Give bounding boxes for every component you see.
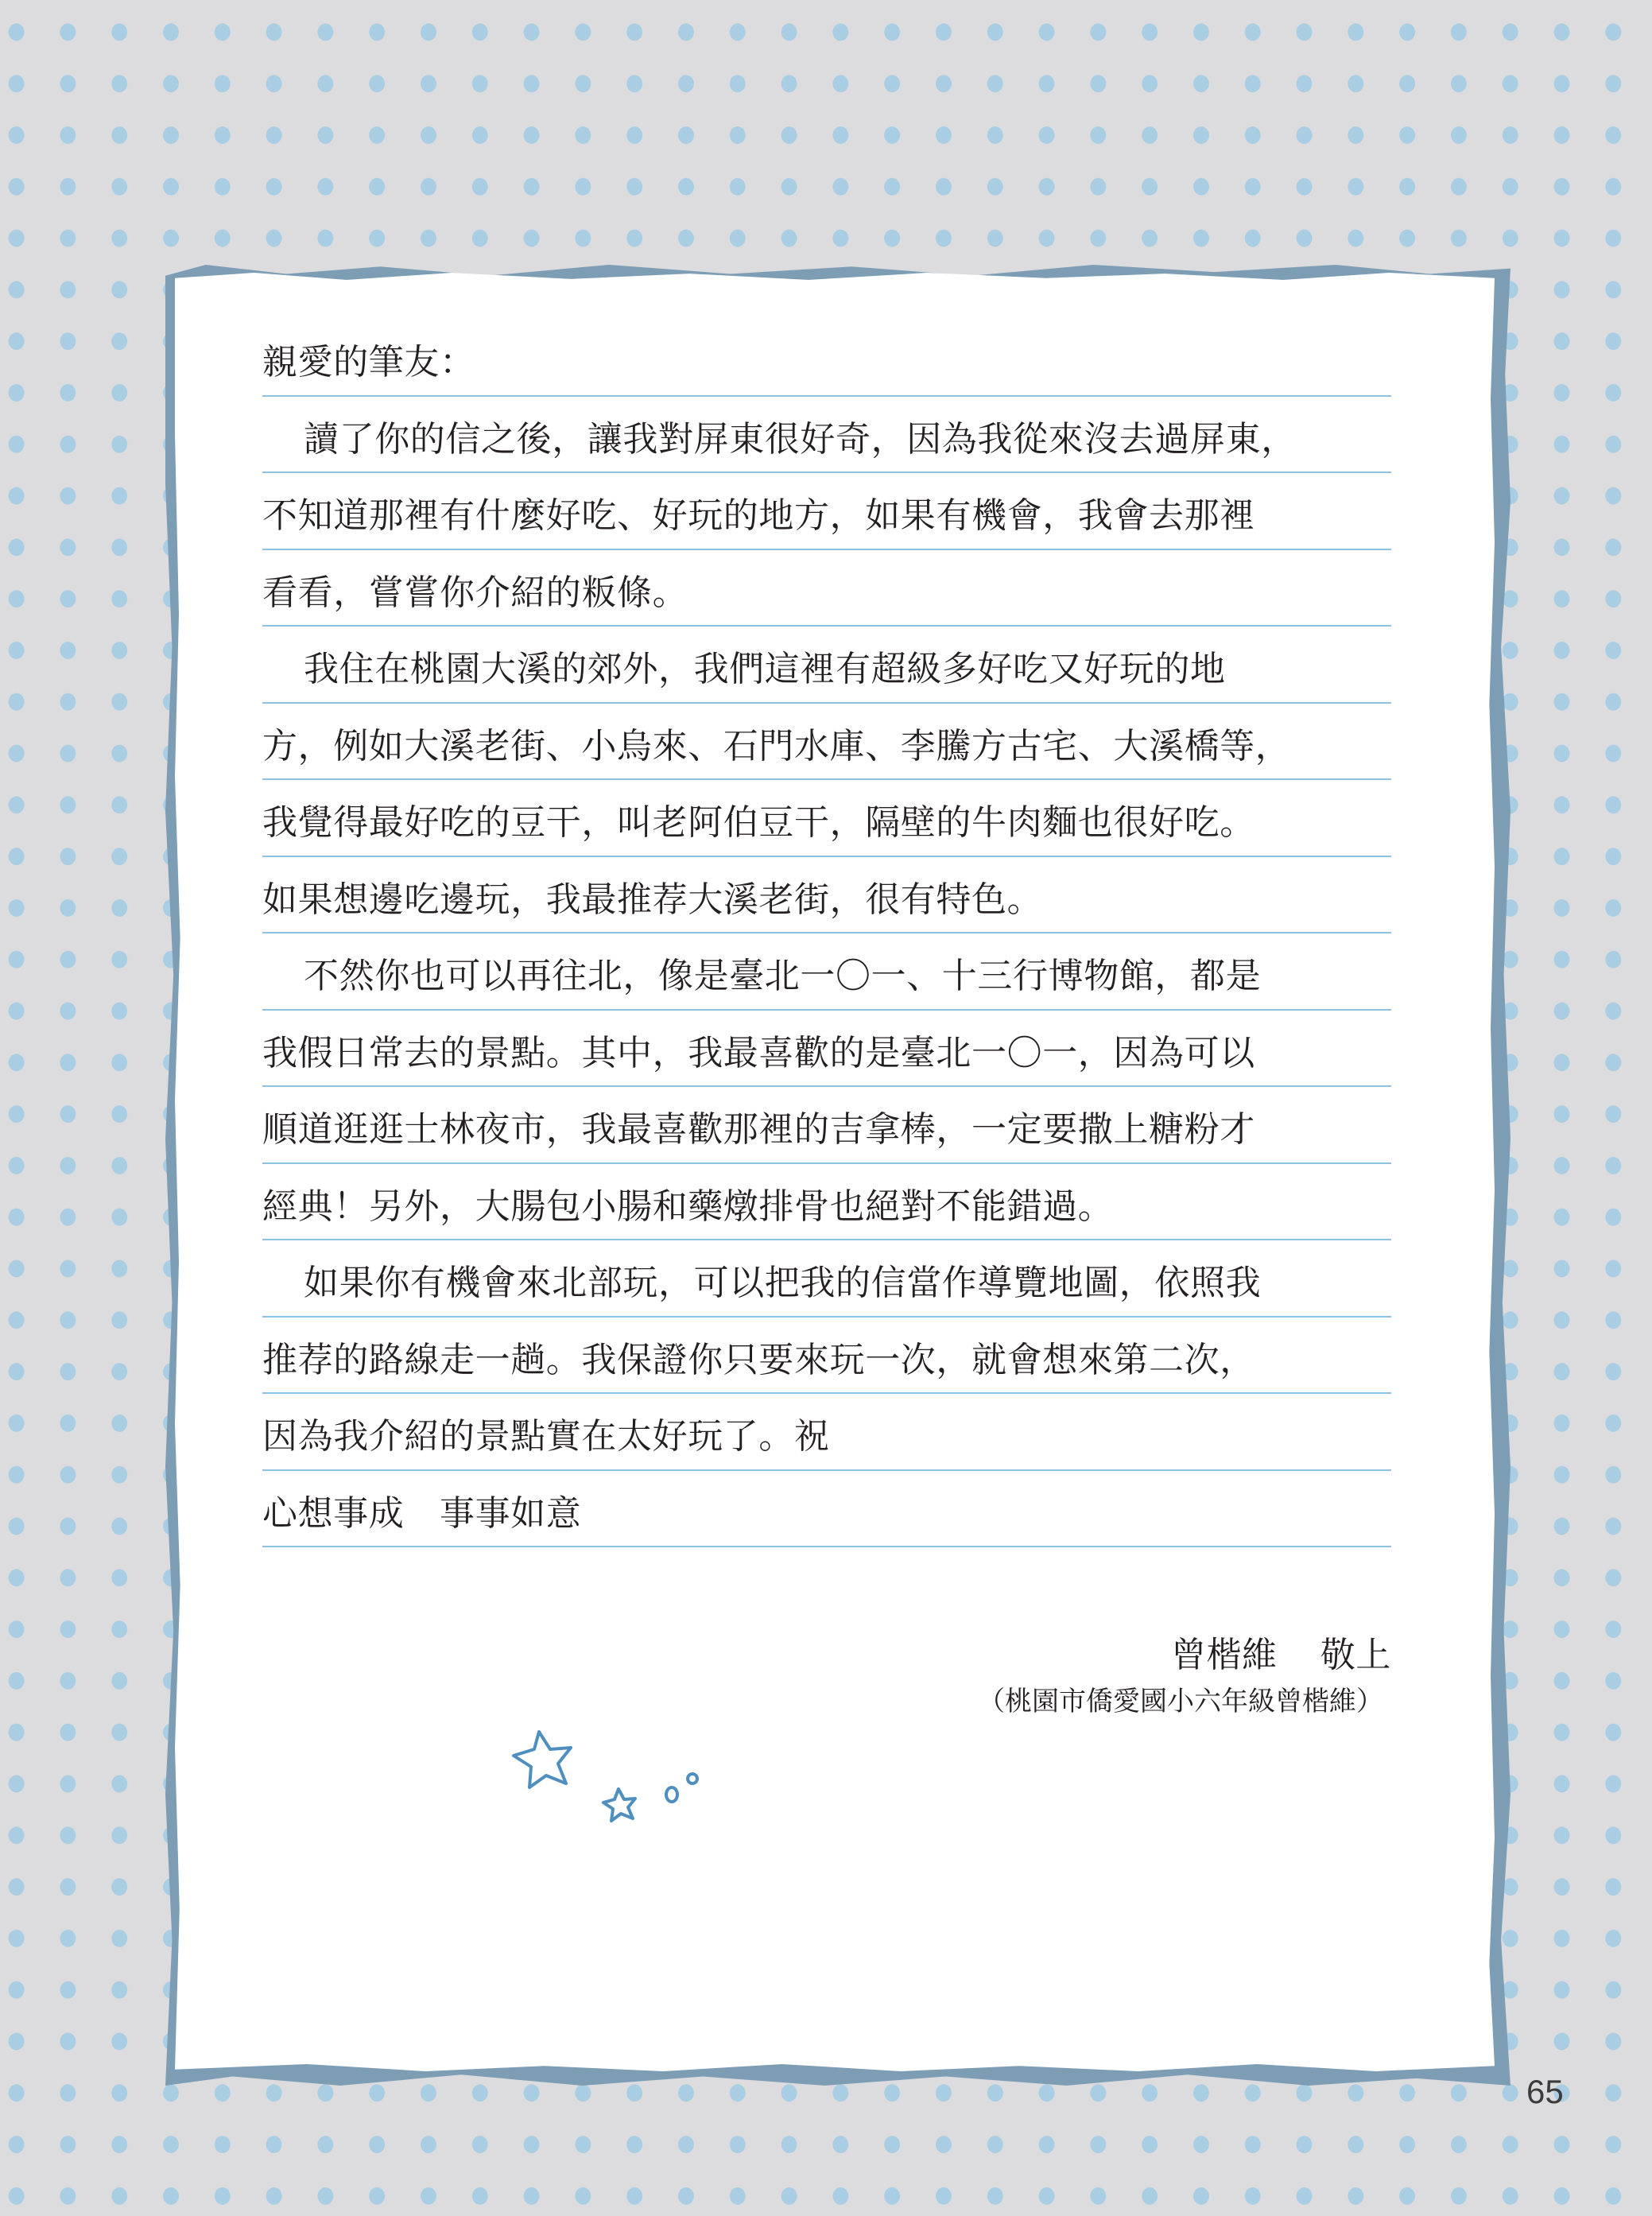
star-icon [514, 1732, 571, 1787]
closing-wish-line: 心想事成 事事如意 [262, 1471, 1391, 1548]
letter-line: 不知道那裡有什麼好吃、好玩的地方，如果有機會，我會去那裡 [262, 473, 1391, 550]
letter-line: 我覺得最好吃的豆干，叫老阿伯豆干，隔壁的牛肉麵也很好吃。 [262, 780, 1391, 857]
author-note: （桃園市僑愛國小六年級曾楷維） [978, 1686, 1383, 1717]
letter-body [262, 320, 1391, 1547]
letter-line: 因為我介紹的景點實在太好玩了。祝 [262, 1394, 1391, 1471]
letter-line: 推荐的路線走一趟。我保證你只要來玩一次，就會想來第二次， [262, 1318, 1391, 1395]
small-star-icon [603, 1789, 635, 1821]
letter-line: 看看，嘗嘗你介紹的粄條。 [262, 550, 1391, 627]
signature [1171, 1626, 1391, 1677]
bubble-icon [688, 1774, 697, 1783]
letter-line: 不然你也可以再往北，像是臺北一〇一、十三行博物館，都是 [262, 933, 1391, 1011]
signature-closing: 敬上 [1320, 1635, 1391, 1675]
signature-name: 曾楷維 [1170, 1635, 1278, 1675]
letter-line: 如果想邊吃邊玩，我最推荐大溪老街，很有特色。 [262, 857, 1391, 934]
letter-line: 我假日常去的景點。其中，我最喜歡的是臺北一〇一，因為可以 [262, 1011, 1391, 1088]
letter-line: 順道逛逛士林夜市，我最喜歡那裡的吉拿棒，一定要撒上糖粉才 [262, 1087, 1391, 1164]
letter-line: 方，例如大溪老街、小烏來、石門水庫、李騰方古宅、大溪橋等， [262, 704, 1391, 781]
letter-line: 讀了你的信之後，讓我對屏東很好奇，因為我從來沒去過屏東， [262, 397, 1391, 474]
letter-line: 經典！另外，大腸包小腸和藥燉排骨也絕對不能錯過。 [262, 1164, 1391, 1241]
letter-line: 如果你有機會來北部玩，可以把我的信當作導覽地圖，依照我 [262, 1240, 1391, 1318]
letter-line: 我住在桃園大溪的郊外，我們這裡有超級多好吃又好玩的地 [262, 627, 1391, 704]
bubble-icon [666, 1787, 677, 1802]
stars-decoration [509, 1725, 708, 1837]
salutation-line: 親愛的筆友： [262, 320, 1391, 397]
page-number: 65 [1526, 2073, 1564, 2110]
